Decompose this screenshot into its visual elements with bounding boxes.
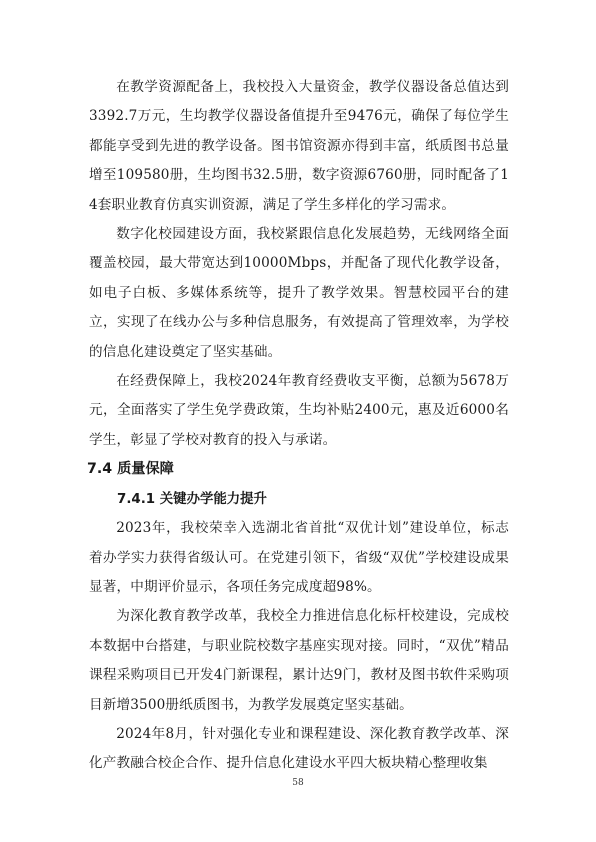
subsection-heading: 7.4.1 关键办学能力提升: [117, 491, 267, 507]
page-number: 58: [292, 778, 304, 788]
paragraph-august-2024: 2024年8月，针对强化专业和课程建设、深化教育教学改革、深化产教融合校企合作、提升信息化建设水平四大板块精心整理收集: [89, 725, 509, 772]
section-heading: 7.4 质量保障: [87, 461, 174, 478]
page-body: [89, 73, 509, 779]
paragraph-digital-campus: 数字化校园建设方面，我校紧跟信息化发展趋势，无线网络全面覆盖校园，最大带宽达到10000Mbps，并配备了现代化教学设备，如电子白板、多媒体系统等，提升了教学效果。智慧校园平台的建立，实现了在线办公与多种信息服务，有效提高了管理效率，为学校的信息化建设奠定了坚实基础。: [89, 226, 509, 360]
paragraph-double-excellence: 2023年，我校荣幸入选湖北省首批“双优计划”建设单位，标志着办学实力获得省级认可。在党建引领下，省级“双优”学校建设成果显著，中期评价显示，各项任务完成度超98%。: [89, 520, 509, 595]
paragraph-funding: 在经费保障上，我校2024年教育经费收支平衡，总额为5678万元，全面落实了学生免学费政策，生均补贴2400元，惠及近6000名学生，彰显了学校对教育的投入与承诺。: [89, 373, 509, 448]
paragraph-reform: 为深化教育教学改革，我校全力推进信息化标杆校建设，完成校本数据中台搭建，与职业院校数字基座实现对接。同时，“双优”精品课程采购项目已开发4门新课程，累计达9门，教材及图书软件采购项目新增3500册纸质图书，为教学发展奠定坚实基础。: [89, 608, 509, 713]
paragraph-teaching-resources: 在教学资源配备上，我校投入大量资金，教学仪器设备总值达到3392.7万元，生均教学仪器设备值提升至9476元，确保了每位学生都能享受到先进的教学设备。图书馆资源亦得到丰富，纸质图书总量增至109580册，生均图书32.5册，数字资源6760册，同时配备了14套职业教育仿真实训资源，满足了学生多样化的学习需求。: [89, 79, 509, 213]
